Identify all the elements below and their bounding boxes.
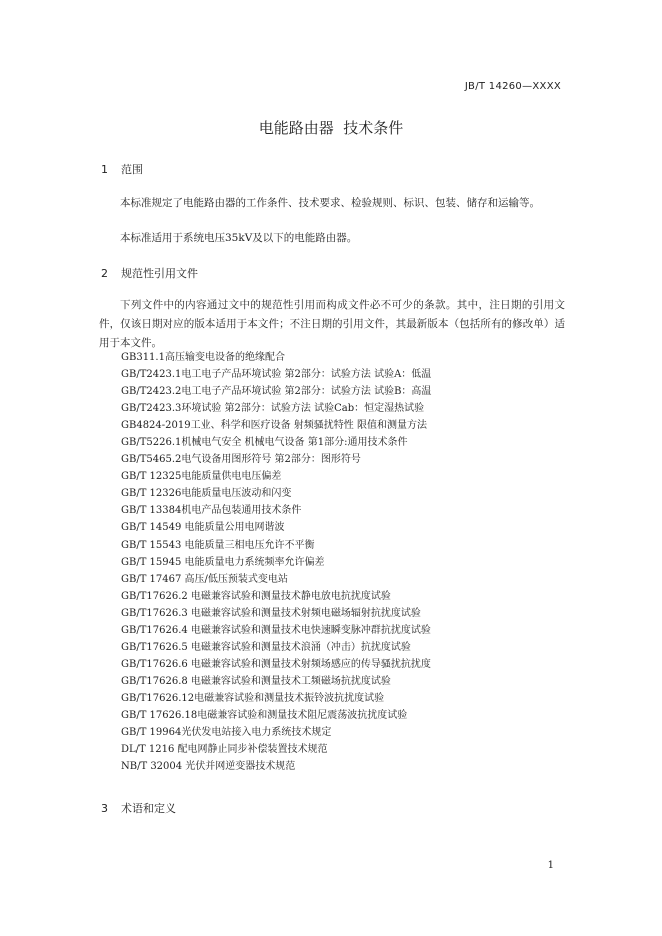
reference-item: GB/T2423.3环境试验 第2部分：试验方法 试验Cab：恒定湿热试验	[121, 403, 425, 415]
reference-item: GB/T17626.5 电磁兼容试验和测量技术浪涌（冲击）抗扰度试验	[121, 641, 411, 653]
reference-item: GB/T 12325电能质量供电电压偏差	[121, 471, 282, 483]
reference-item: GB/T 19964光伏发电站接入电力系统技术规定	[121, 727, 332, 739]
section-1-heading	[101, 161, 143, 177]
reference-item: GB/T 14549 电能质量公用电网谐波	[121, 522, 285, 534]
section-1-paragraph-2: 本标准适用于系统电压35kV及以下的电能路由器。	[120, 232, 358, 244]
reference-item: GB/T 15945 电能质量电力系统频率允许偏差	[121, 556, 325, 568]
section-title: 术语和定义	[121, 802, 176, 815]
section-title: 范围	[121, 163, 143, 176]
section-2-paragraph-1: 下列文件中的内容通过文中的规范性引用而构成文件必不可少的条款。其中，注日期的引用文件，仅该日期对应的版本适用于本文件；不注日期的引用文件，其最新版本（包括所有的修改单）适用于本文件。	[99, 299, 565, 349]
reference-item: GB/T5226.1机械电气安全 机械电气设备 第1部分:通用技术条件	[121, 437, 408, 449]
reference-item: GB311.1高压输变电设备的绝缘配合	[121, 352, 285, 363]
reference-item: GB/T17626.4 电磁兼容试验和测量技术电快速瞬变脉冲群抗扰度试验	[121, 624, 431, 636]
page-number: 1	[547, 860, 554, 871]
section-number: 2	[101, 267, 108, 280]
section-3-heading	[101, 800, 176, 816]
reference-item: DL/T 1216 配电网静止同步补偿装置技术规范	[121, 744, 328, 756]
document-title: 电能路由器 技术条件	[258, 119, 404, 137]
reference-item: GB/T17626.2 电磁兼容试验和测量技术静电放电抗扰度试验	[121, 590, 391, 602]
section-number: 1	[101, 163, 108, 176]
reference-item: GB/T 17467 高压/低压预装式变电站	[121, 573, 288, 585]
reference-item: GB/T2423.1电工电子产品环境试验 第2部分：试验方法 试验A：低温	[121, 369, 432, 381]
section-title: 规范性引用文件	[121, 267, 198, 280]
reference-item: GB/T17626.3 电磁兼容试验和测量技术射频电磁场辐射抗扰度试验	[121, 607, 421, 619]
reference-item: GB4824-2019工业、科学和医疗设备 射频骚扰特性 限值和测量方法	[121, 420, 427, 432]
reference-item: GB/T 17626.18电磁兼容试验和测量技术阻尼震荡波抗扰度试验	[121, 709, 408, 721]
document-code: JB/T 14260—XXXX	[464, 81, 561, 92]
section-1-paragraph-1: 本标准规定了电能路由器的工作条件、技术要求、检验规则、标识、包装、储存和运输等。	[120, 197, 540, 209]
reference-item: GB/T17626.6 电磁兼容试验和测量技术射频场感应的传导骚扰抗扰度	[121, 658, 431, 670]
reference-item: GB/T17626.8 电磁兼容试验和测量技术工频磁场抗扰度试验	[121, 675, 391, 687]
normative-references-list	[121, 349, 431, 775]
reference-item: NB/T 32004 光伏并网逆变器技术规范	[121, 761, 296, 773]
reference-item: GB/T 13384机电产品包装通用技术条件	[121, 505, 302, 517]
section-2-heading	[101, 265, 198, 281]
reference-item: GB/T 15543 电能质量三相电压允许不平衡	[121, 539, 315, 551]
reference-item: GB/T17626.12电磁兼容试验和测量技术振铃波抗扰度试验	[121, 692, 385, 704]
reference-item: GB/T2423.2电工电子产品环境试验 第2部分：试验方法 试验B：高温	[121, 386, 432, 398]
reference-item: GB/T5465.2电气设备用图形符号 第2部分：图形符号	[121, 454, 361, 466]
section-number: 3	[101, 802, 108, 815]
reference-item: GB/T 12326电能质量电压波动和闪变	[121, 488, 292, 500]
